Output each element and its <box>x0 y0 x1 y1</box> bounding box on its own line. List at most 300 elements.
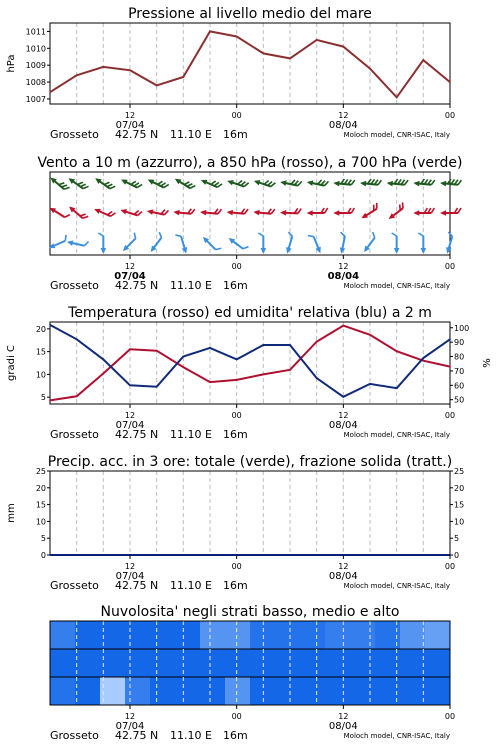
x-tick-label: 00 <box>231 712 242 721</box>
wind-barb-feather <box>243 247 248 249</box>
cloud-cell-alto <box>75 621 101 649</box>
data-point <box>103 359 105 361</box>
y2-tick-label: 25 <box>454 467 465 476</box>
date-label: 08/04 <box>327 271 360 282</box>
footer-credit: Moloch model, CNR-ISAC, Italy <box>343 582 450 590</box>
data-point <box>236 36 238 38</box>
x-tick-label: 12 <box>124 712 136 721</box>
cloud-cell-medio <box>225 649 251 677</box>
wind-barb-feather <box>400 205 401 211</box>
footer-lat: 42.75 N <box>115 579 159 592</box>
cloud-cell-basso <box>175 677 201 705</box>
data-point <box>449 338 451 340</box>
cloud-cell-basso <box>425 677 451 705</box>
footer-lat: 42.75 N <box>115 128 159 141</box>
data-point <box>209 31 211 33</box>
footer-location: Grosseto <box>50 279 99 292</box>
wind-barb-feather <box>245 209 248 214</box>
cloud-cell-medio <box>75 649 101 677</box>
wind-barb-feather <box>104 182 109 184</box>
wind-barb-feather <box>325 208 328 213</box>
wind-barb-feather <box>134 183 139 186</box>
y-tick-label: 5 <box>40 393 46 403</box>
y2-axis-label: % <box>482 358 493 368</box>
wind-barb-head <box>182 247 187 254</box>
wind-barb-feather <box>61 185 67 187</box>
data-point <box>103 373 105 375</box>
footer-lon: 11.10 E <box>170 128 212 141</box>
footer-lon: 11.10 E <box>170 579 212 592</box>
wind-barb <box>280 180 302 186</box>
y-tick-label: 5 <box>40 534 46 544</box>
cloud-cell-alto <box>300 621 326 649</box>
data-point <box>423 59 425 61</box>
data-point <box>263 344 265 346</box>
wind-barb-feather <box>107 184 112 186</box>
wind-barb-feather <box>65 235 66 241</box>
y2-tick-label: 10 <box>454 517 465 527</box>
wind-barb-head <box>440 210 446 216</box>
data-point <box>289 369 291 371</box>
data-point <box>236 379 238 381</box>
y2-tick-label: 100 <box>454 323 470 333</box>
wind-barb <box>50 177 69 189</box>
footer-elev: 16m <box>223 279 248 292</box>
cloud-cell-basso <box>75 677 101 705</box>
data-point <box>156 350 158 352</box>
cloud-chart <box>50 604 455 742</box>
cloud-cell-medio <box>125 649 151 677</box>
wind-barb-feather <box>184 182 189 185</box>
cloud-cell-alto <box>200 621 226 649</box>
footer-lat: 42.75 N <box>115 428 159 441</box>
wind-barb <box>254 180 276 186</box>
wind-barb-feather <box>431 180 434 185</box>
wind-barb-feather <box>405 180 408 185</box>
wind-barb <box>364 232 375 252</box>
x-tick-label: 00 <box>444 712 456 721</box>
temperature-chart <box>6 305 493 441</box>
x-tick-label: 12 <box>338 111 349 120</box>
wind-chart <box>37 155 462 292</box>
wind-barb-feather <box>134 233 135 239</box>
data-point <box>209 381 211 383</box>
cloud-cell-basso <box>200 677 226 705</box>
wind-barb-feather <box>190 186 195 189</box>
y-axis-label: hPa <box>6 54 17 73</box>
chart-title: Pressione al livello medio del mare <box>128 6 372 22</box>
wind-barb-head <box>340 247 345 253</box>
data-point <box>49 324 51 326</box>
wind-barb <box>147 209 169 214</box>
wind-barb-feather <box>137 184 142 187</box>
data-point <box>156 85 158 87</box>
x-tick-label: 12 <box>338 411 349 420</box>
wind-barb-feather <box>161 183 166 186</box>
wind-barb-feather <box>378 180 381 185</box>
footer-credit: Moloch model, CNR-ISAC, Italy <box>343 282 450 290</box>
chart-title: Vento a 10 m (azzurro), a 850 hPa (rosso), a 700 hPa (verde) <box>37 155 463 171</box>
wind-barb-feather <box>65 215 70 218</box>
cloud-cell-basso <box>150 677 176 705</box>
wind-barb-feather <box>458 208 461 213</box>
wind-barb-head <box>446 247 451 254</box>
wind-barb <box>67 240 89 245</box>
wind-barb-feather <box>98 233 103 236</box>
cloud-cell-alto <box>225 621 251 649</box>
wind-barb <box>446 232 452 254</box>
wind-barb <box>340 232 345 254</box>
y2-tick-label: 50 <box>454 395 465 405</box>
wind-barb-head <box>413 210 419 216</box>
wind-barb-head <box>307 210 313 216</box>
wind-barb <box>440 179 461 186</box>
y2-tick-label: 70 <box>454 366 465 376</box>
wind-series-2 <box>49 232 452 254</box>
y2-tick-label: 5 <box>454 534 460 544</box>
wind-barb-feather <box>191 209 194 214</box>
y2-tick-label: 80 <box>454 352 465 362</box>
cloud-cell-medio <box>250 649 276 677</box>
wind-barb <box>175 179 195 189</box>
y-tick-label: 20 <box>35 483 46 493</box>
footer-elev: 16m <box>223 128 248 141</box>
footer-elev: 16m <box>223 729 248 742</box>
wind-barb-feather <box>217 184 222 187</box>
cloud-cell-basso <box>225 677 251 705</box>
x-tick-label: 12 <box>338 562 349 571</box>
wind-barb-feather <box>175 235 181 236</box>
wind-barb-head <box>333 181 339 187</box>
data-point <box>183 76 185 78</box>
cloud-cell-medio <box>200 649 226 677</box>
footer-location: Grosseto <box>50 428 99 441</box>
data-point <box>449 366 451 368</box>
footer-lat: 42.75 N <box>115 279 159 292</box>
wind-barb-feather <box>216 248 222 249</box>
data-point <box>449 81 451 83</box>
data-point <box>369 383 371 385</box>
wind-barb-feather <box>351 208 354 213</box>
wind-barb-feather <box>431 208 434 213</box>
x-tick-label: 00 <box>231 262 242 271</box>
date-label: 07/04 <box>114 271 146 282</box>
wind-barb-feather <box>131 181 136 184</box>
date-label: 08/04 <box>328 420 358 431</box>
wind-barb-feather <box>402 202 403 208</box>
footer-lon: 11.10 E <box>170 428 212 441</box>
wind-barb <box>389 202 403 219</box>
cloud-cell-basso <box>400 677 426 705</box>
y2-tick-label: 60 <box>454 381 465 391</box>
y-axis-label: gradi C <box>6 345 17 381</box>
y-tick-label: 10 <box>35 370 46 380</box>
wind-barb-feather <box>324 181 328 185</box>
footer-location: Grosseto <box>50 128 99 141</box>
cloud-cell-basso <box>250 677 276 705</box>
footer-location: Grosseto <box>50 729 99 742</box>
x-tick-label: 00 <box>444 111 456 120</box>
wind-barb <box>49 235 66 248</box>
data-point <box>316 341 318 343</box>
wind-barb-feather <box>373 232 375 237</box>
y-axis-label: mm <box>6 503 17 523</box>
wind-barb-head <box>101 248 107 254</box>
cloud-cell-alto <box>325 621 351 649</box>
wind-barb-feather <box>298 181 302 185</box>
wind-barb-feather <box>77 182 82 184</box>
footer-location: Grosseto <box>50 579 99 592</box>
wind-barb-feather <box>64 187 70 189</box>
wind-barb-head <box>280 210 286 216</box>
x-tick-label: 12 <box>338 712 349 721</box>
wind-barb-head <box>147 209 153 214</box>
data-point <box>49 554 51 556</box>
wind-barb-feather <box>187 184 192 187</box>
series-line <box>50 325 450 397</box>
cloud-cell-alto <box>125 621 151 649</box>
wind-series-1 <box>50 202 461 219</box>
wind-barb-head <box>286 247 291 254</box>
y2-tick-label: 20 <box>454 483 465 493</box>
data-point <box>343 46 345 48</box>
y-tick-label: 15 <box>35 347 46 357</box>
wind-barb-feather <box>211 181 216 184</box>
wind-barb-head <box>253 210 259 216</box>
wind-barb <box>286 232 292 254</box>
cloud-cell-medio <box>425 649 451 677</box>
cloud-cell-basso <box>50 677 76 705</box>
data-point <box>49 91 51 93</box>
wind-barb-head <box>261 248 267 254</box>
wind-barb-head <box>307 180 313 185</box>
chart-title: Precip. acc. in 3 ore: totale (verde), frazione solida (tratt.) <box>47 454 453 470</box>
footer-credit: Moloch model, CNR-ISAC, Italy <box>343 431 450 439</box>
cloud-cell-alto <box>50 621 76 649</box>
data-point <box>129 384 131 386</box>
date-label: 08/04 <box>328 721 358 732</box>
wind-barb-feather <box>161 210 165 214</box>
data-point <box>76 75 78 77</box>
wind-barb-feather <box>298 209 301 214</box>
wind-barb-feather <box>138 212 142 216</box>
y-tick-label: 1010 <box>25 44 46 54</box>
plot-frame <box>50 322 450 404</box>
data-point <box>289 344 291 346</box>
wind-barb-feather <box>341 232 345 236</box>
wind-barb <box>307 180 329 186</box>
data-point <box>263 374 265 376</box>
wind-barb-feather <box>318 180 322 184</box>
wind-barb-feather <box>308 236 314 237</box>
wind-barb-head <box>413 181 419 187</box>
wind-barb <box>98 233 106 254</box>
footer-elev: 16m <box>223 428 248 441</box>
plot-frame <box>50 23 450 104</box>
wind-barb-feather <box>83 186 88 188</box>
wind-barb-feather <box>271 183 275 187</box>
data-point <box>316 377 318 379</box>
cloud-cell-basso <box>300 677 326 705</box>
wind-barb-head <box>333 210 339 216</box>
pressure-chart <box>6 6 455 141</box>
wind-barb-feather <box>159 232 161 237</box>
x-tick-label: 00 <box>231 111 242 120</box>
cloud-cell-medio <box>300 649 326 677</box>
cloud-cell-alto <box>175 621 201 649</box>
wind-barb <box>333 179 354 186</box>
wind-barb <box>121 180 142 188</box>
footer-lon: 11.10 E <box>170 729 212 742</box>
wind-barb <box>253 209 274 216</box>
y-tick-label: 20 <box>35 324 46 334</box>
cloud-cell-medio <box>275 649 301 677</box>
wind-barb-head <box>227 210 233 216</box>
wind-barb <box>69 178 89 188</box>
wind-barb <box>308 236 321 254</box>
chart-title: Temperatura (rosso) ed umidita' relativa (blu) a 2 m <box>68 305 432 321</box>
footer-credit: Moloch model, CNR-ISAC, Italy <box>343 131 450 139</box>
x-tick-label: 00 <box>444 262 456 271</box>
wind-barb-feather <box>244 183 248 187</box>
date-label: 07/04 <box>115 420 145 431</box>
y-tick-label: 1008 <box>25 78 46 88</box>
wind-barb-feather <box>134 210 138 214</box>
wind-barb <box>120 209 142 215</box>
wind-barb <box>95 178 115 188</box>
cloud-cell-medio <box>400 649 426 677</box>
cloud-cell-basso <box>125 677 151 705</box>
date-label: 07/04 <box>115 120 145 131</box>
wind-barb <box>151 232 162 252</box>
cloud-cell-alto <box>150 621 176 649</box>
data-point <box>129 69 131 71</box>
y-tick-label: 0 <box>40 551 46 560</box>
wind-barb-head <box>254 180 261 185</box>
wind-barb <box>413 179 434 186</box>
wind-barb <box>50 208 70 218</box>
x-tick-label: 12 <box>338 262 349 271</box>
y-tick-label: 25 <box>35 467 46 476</box>
wind-barb-feather <box>80 184 85 186</box>
wind-barb-feather <box>392 233 397 236</box>
data-point <box>263 53 265 55</box>
wind-barb-head <box>67 240 73 245</box>
data-point <box>129 349 131 351</box>
wind-barb-feather <box>458 180 461 185</box>
data-point <box>369 68 371 70</box>
wind-barb <box>360 179 381 186</box>
wind-barb-feather <box>241 182 245 186</box>
date-label: 08/04 <box>328 120 358 131</box>
plot-frame <box>50 471 450 555</box>
wind-barb-feather <box>218 209 221 214</box>
wind-barb-feather <box>418 233 423 236</box>
data-point <box>76 395 78 397</box>
wind-barb-head <box>280 180 286 185</box>
wind-barb-head <box>173 210 179 216</box>
wind-barb <box>280 208 301 215</box>
data-point <box>316 39 318 41</box>
wind-barb-head <box>360 181 366 187</box>
x-tick-label: 00 <box>231 411 242 420</box>
data-point <box>343 325 345 327</box>
y2-tick-label: 0 <box>454 551 460 560</box>
wind-barb-feather <box>59 183 65 185</box>
wind-barb-head <box>394 248 400 254</box>
cloud-cell-medio <box>150 649 176 677</box>
cloud-cell-medio <box>175 649 201 677</box>
footer-lon: 11.10 E <box>170 279 212 292</box>
wind-barb-head <box>200 210 206 216</box>
wind-barb-feather <box>321 181 325 185</box>
footer-credit: Moloch model, CNR-ISAC, Italy <box>343 732 450 740</box>
data-point <box>183 366 185 368</box>
footer-elev: 16m <box>223 579 248 592</box>
wind-barb <box>175 235 187 254</box>
data-point <box>76 338 78 340</box>
y-tick-label: 10 <box>35 517 46 527</box>
wind-barb <box>258 233 266 254</box>
wind-barb-feather <box>238 181 242 185</box>
precipitation-chart <box>6 454 464 592</box>
data-point <box>103 66 105 68</box>
wind-barb-feather <box>111 213 116 216</box>
chart-title: Nuvolosita' negli strati basso, medio e alto <box>100 604 400 620</box>
cloud-cell-basso <box>275 677 301 705</box>
data-point <box>209 347 211 349</box>
footer-lat: 42.75 N <box>115 729 159 742</box>
x-tick-label: 12 <box>124 111 136 120</box>
data-point <box>423 357 425 359</box>
wind-barb <box>227 180 249 186</box>
wind-barb-feather <box>291 180 295 184</box>
data-point <box>343 396 345 398</box>
wind-barb-feather <box>351 180 354 185</box>
wind-barb <box>69 206 88 218</box>
x-tick-label: 12 <box>124 262 136 271</box>
data-point <box>423 360 425 362</box>
cloud-cell-alto <box>250 621 276 649</box>
wind-barb-feather <box>271 209 274 214</box>
wind-barb-feather <box>80 214 86 216</box>
wind-barb-feather <box>294 181 298 185</box>
data-point <box>289 58 291 60</box>
series-line <box>50 326 450 401</box>
wind-barb <box>123 233 136 251</box>
cloud-cell-alto <box>400 621 426 649</box>
data-point <box>369 334 371 336</box>
wind-barb-head <box>421 248 427 254</box>
wind-series-0 <box>50 177 461 189</box>
wind-barb <box>201 180 222 187</box>
wind-barb-head <box>440 181 446 187</box>
wind-barb <box>418 233 426 254</box>
y2-tick-label: 15 <box>454 500 465 510</box>
wind-barb <box>148 180 169 188</box>
wind-barb <box>173 209 194 216</box>
cloud-cell-alto <box>350 621 376 649</box>
wind-barb-feather <box>84 242 88 246</box>
wind-barb <box>387 179 408 186</box>
wind-barb <box>94 209 115 216</box>
x-tick-label: 00 <box>231 562 242 571</box>
wind-barb-feather <box>83 216 89 218</box>
data-point <box>396 387 398 389</box>
data-point <box>183 356 185 358</box>
data-point <box>236 359 238 361</box>
wind-barb-feather <box>110 186 115 188</box>
